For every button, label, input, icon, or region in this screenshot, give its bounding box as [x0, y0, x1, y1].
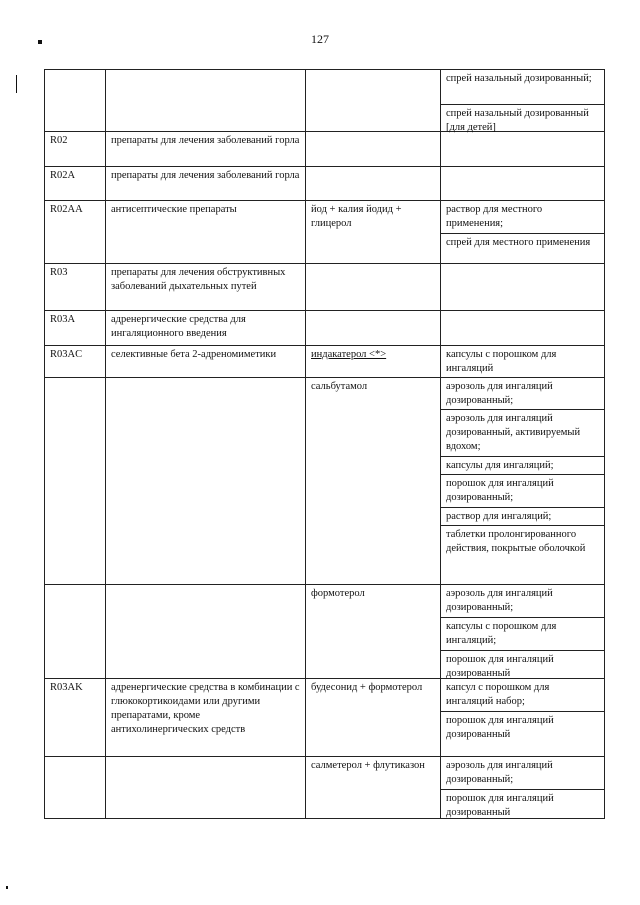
- dosage-form-cell: [441, 311, 605, 345]
- dosage-form: капсулы для ингаляций;: [441, 457, 604, 475]
- dosage-form-cell: [441, 346, 605, 377]
- code-cell: R02AA: [45, 201, 106, 263]
- dosage-form: [441, 264, 604, 268]
- dosage-form: аэрозоль для ингаляций дозированный;: [441, 757, 604, 790]
- group-cell: препараты для лечения заболеваний горла: [106, 132, 306, 166]
- drug-table: [44, 69, 605, 819]
- code-cell: R03A: [45, 311, 106, 345]
- table-row: [45, 679, 605, 757]
- dosage-form: раствор для ингаляций;: [441, 508, 604, 526]
- substance-cell: [306, 167, 441, 200]
- group-cell: антисептические препараты: [106, 201, 306, 263]
- page-number: 127: [311, 32, 329, 46]
- table-row: [45, 264, 605, 311]
- table-row: [45, 378, 605, 585]
- dosage-form: аэрозоль для ингаляций дозированный, активируемый вдохом;: [441, 410, 604, 457]
- dosage-form: порошок для ингаляций дозированный;: [441, 475, 604, 508]
- group-cell: [106, 757, 306, 818]
- substance-cell: салметерол + флутиказон: [306, 757, 441, 818]
- group-cell: [106, 378, 306, 584]
- dosage-form: спрей для местного применения: [446, 237, 591, 248]
- group-cell: препараты для лечения обструктивных заболеваний дыхательных путей: [106, 264, 306, 310]
- substance-cell: [306, 70, 441, 131]
- dosage-form: спрей назальный дозированный [для детей]: [446, 108, 589, 133]
- code-cell: [45, 757, 106, 818]
- substance-name: индакатерол <*>: [311, 349, 387, 360]
- table-row: [45, 201, 605, 264]
- dosage-form: порошок для ингаляций дозированный: [446, 793, 554, 818]
- substance-cell: [306, 264, 441, 310]
- dosage-form-cell: [441, 757, 605, 818]
- substance-cell: формотерол: [306, 585, 441, 678]
- code-cell: R03AC: [45, 346, 106, 377]
- dosage-form: капсулы с порошком для ингаляций: [446, 349, 557, 374]
- code-cell: R02A: [45, 167, 106, 200]
- substance-cell: [306, 132, 441, 166]
- dosage-form: порошок для ингаляций дозированный: [446, 715, 554, 740]
- code-cell: [45, 70, 106, 131]
- group-cell: адренергические средства в комбинации с глюкокортикоидами или другими препаратами, кроме антихолинергических средств: [106, 679, 306, 756]
- dosage-form: [441, 132, 604, 136]
- dosage-form-cell: [441, 264, 605, 310]
- dosage-form-cell: [441, 167, 605, 200]
- substance-cell: сальбутамол: [306, 378, 441, 584]
- scan-mark: [16, 75, 17, 93]
- scan-mark: [38, 40, 42, 44]
- dosage-form: порошок для ингаляций дозированный: [446, 654, 554, 679]
- substance-cell: йод + калия йодид + глицерол: [306, 201, 441, 263]
- dosage-form-cell: [441, 201, 605, 263]
- code-cell: R03: [45, 264, 106, 310]
- dosage-form: аэрозоль для ингаляций дозированный;: [441, 585, 604, 618]
- table-row: [45, 346, 605, 378]
- table-row: [45, 167, 605, 201]
- code-cell: R03AK: [45, 679, 106, 756]
- table-row: [45, 757, 605, 819]
- dosage-form: [441, 167, 604, 171]
- code-cell: [45, 378, 106, 584]
- substance-cell: будесонид + формотерол: [306, 679, 441, 756]
- substance-cell: [306, 346, 441, 377]
- dosage-form-cell: [441, 378, 605, 584]
- dosage-form: капсул с порошком для ингаляций набор;: [441, 679, 604, 712]
- group-cell: адренергические средства для ингаляционного введения: [106, 311, 306, 345]
- dosage-form: таблетки пролонгированного действия, покрытые оболочкой: [446, 529, 586, 554]
- scan-mark: [6, 886, 8, 889]
- dosage-form: аэрозоль для ингаляций дозированный;: [441, 378, 604, 410]
- table-row: [45, 132, 605, 167]
- table-row: [45, 585, 605, 679]
- group-cell: препараты для лечения заболеваний горла: [106, 167, 306, 200]
- dosage-form: спрей назальный дозированный;: [441, 70, 604, 105]
- dosage-form: [441, 311, 604, 315]
- code-cell: [45, 585, 106, 678]
- code-cell: R02: [45, 132, 106, 166]
- dosage-form-cell: [441, 679, 605, 756]
- dosage-form: раствор для местного применения;: [441, 201, 604, 234]
- table-row: [45, 311, 605, 346]
- group-cell: [106, 70, 306, 131]
- dosage-form-cell: [441, 585, 605, 678]
- group-cell: [106, 585, 306, 678]
- group-cell: селективные бета 2-адреномиметики: [106, 346, 306, 377]
- table-row: [45, 70, 605, 132]
- substance-cell: [306, 311, 441, 345]
- dosage-form-cell: [441, 70, 605, 131]
- dosage-form-cell: [441, 132, 605, 166]
- dosage-form: капсулы с порошком для ингаляций;: [441, 618, 604, 651]
